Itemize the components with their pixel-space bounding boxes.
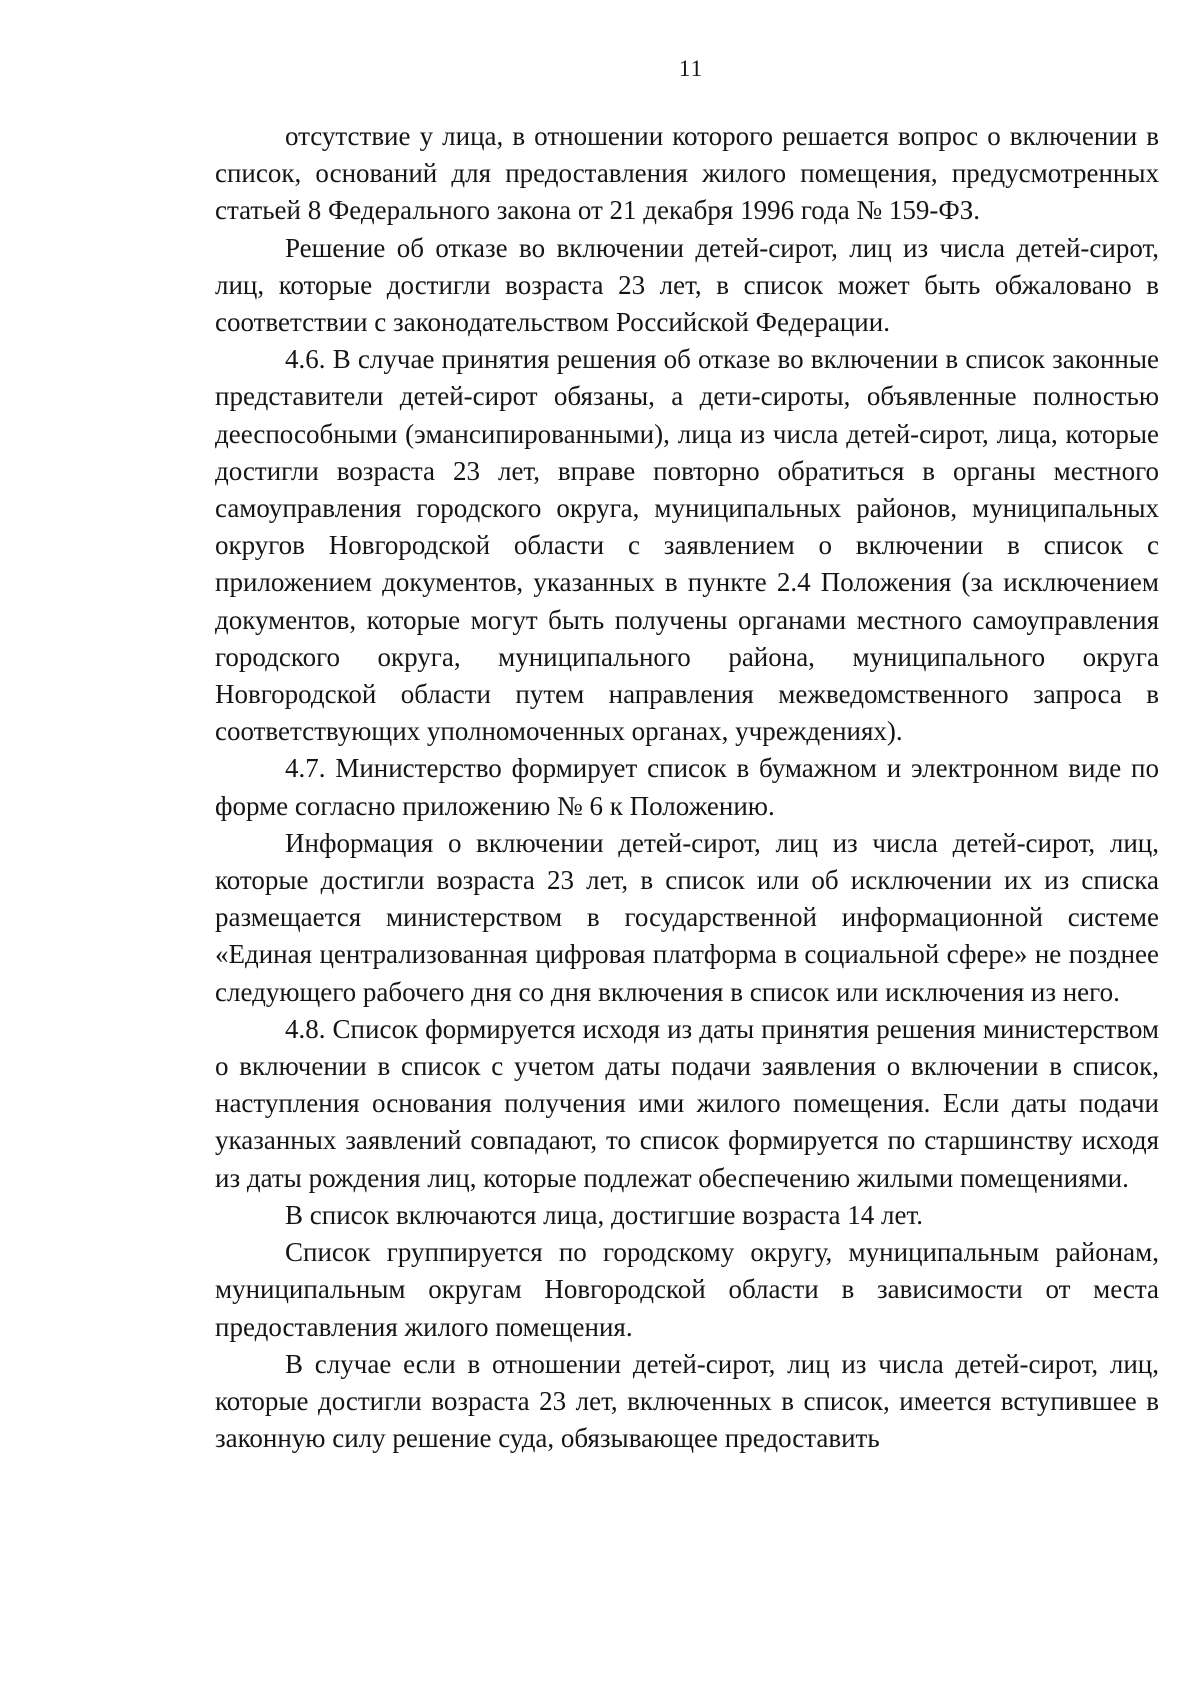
paragraph-grouping: Список группируется по городскому округу, муниципальным районам, муниципальным округам Новгородской области в зависимости от места предоставления жилого помещения. (215, 1237, 1159, 1342)
paragraph-information-posting: Информация о включении детей-сирот, лиц из числа детей-сирот, лиц, которые достигли возраста 23 лет, в список или об исключении их из списка размещается министерством в государственной информационной системе «Единая централизованная цифровая платформа в социальной сфере» не позднее следующего рабочего дня со дня включения в список или исключения из него. (215, 827, 1159, 1007)
paragraph-4-6: 4.6. В случае принятия решения об отказе во включении в список законные представители детей-сирот обязаны, а дети-сироты, объявленные полностью дееспособными (эмансипированными), лица из числа детей-сирот, лица, которые достигли возраста 23 лет, вправе повторно обратиться в органы местного самоуправления городского округа, муниципальных районов, муниципальных округов Новгородской области с заявлением о включении в список с приложением документов, указанных в пункте 2.4 Положения (за исключением документов, которые могут быть получены органами местного самоуправления городского округа, муниципального района, муниципального округа Новгородской области путем направления межведомственного запроса в соответствующих уполномоченных органах, учреждениях). (215, 344, 1159, 747)
paragraph-court-decision: В случае если в отношении детей-сирот, лиц из числа детей-сирот, лиц, которые достигли возраста 23 лет, включенных в список, имеется вступившее в законную силу решение суда, обязывающее предоставить (215, 1348, 1159, 1454)
paragraph-appeal-refusal: Решение об отказе во включении детей-сирот, лиц из числа детей-сирот, лиц, которые достигли возраста 23 лет, в список может быть обжаловано в соответствии с законодательством Российской Федерации. (215, 232, 1159, 338)
paragraph-age-14: В список включаются лица, достигшие возраста 14 лет. (285, 1199, 923, 1230)
page-number: 11 (678, 56, 704, 81)
paragraph-4-7: 4.7. Министерство формирует список в бумажном и электронном виде по форме согласно приложению № 6 к Положению. (215, 753, 1159, 821)
paragraph-4-8: 4.8. Список формируется исходя из даты принятия решения министерством о включении в список с учетом даты подачи заявления о включении в список, наступления основания получения ими жилого помещения. Если даты подачи указанных заявлений совпадают, то список формируется по старшинству исходя из даты рождения лиц, которые подлежат обеспечению жилыми помещениями. (215, 1013, 1159, 1193)
paragraph-continuation-grounds: отсутствие у лица, в отношении которого решается вопрос о включении в список, оснований для предоставления жилого помещения, предусмотренных статьей 8 Федерального закона от 21 декабря 1996 года № 159-ФЗ. (215, 121, 1159, 226)
document-body (215, 118, 1159, 1457)
